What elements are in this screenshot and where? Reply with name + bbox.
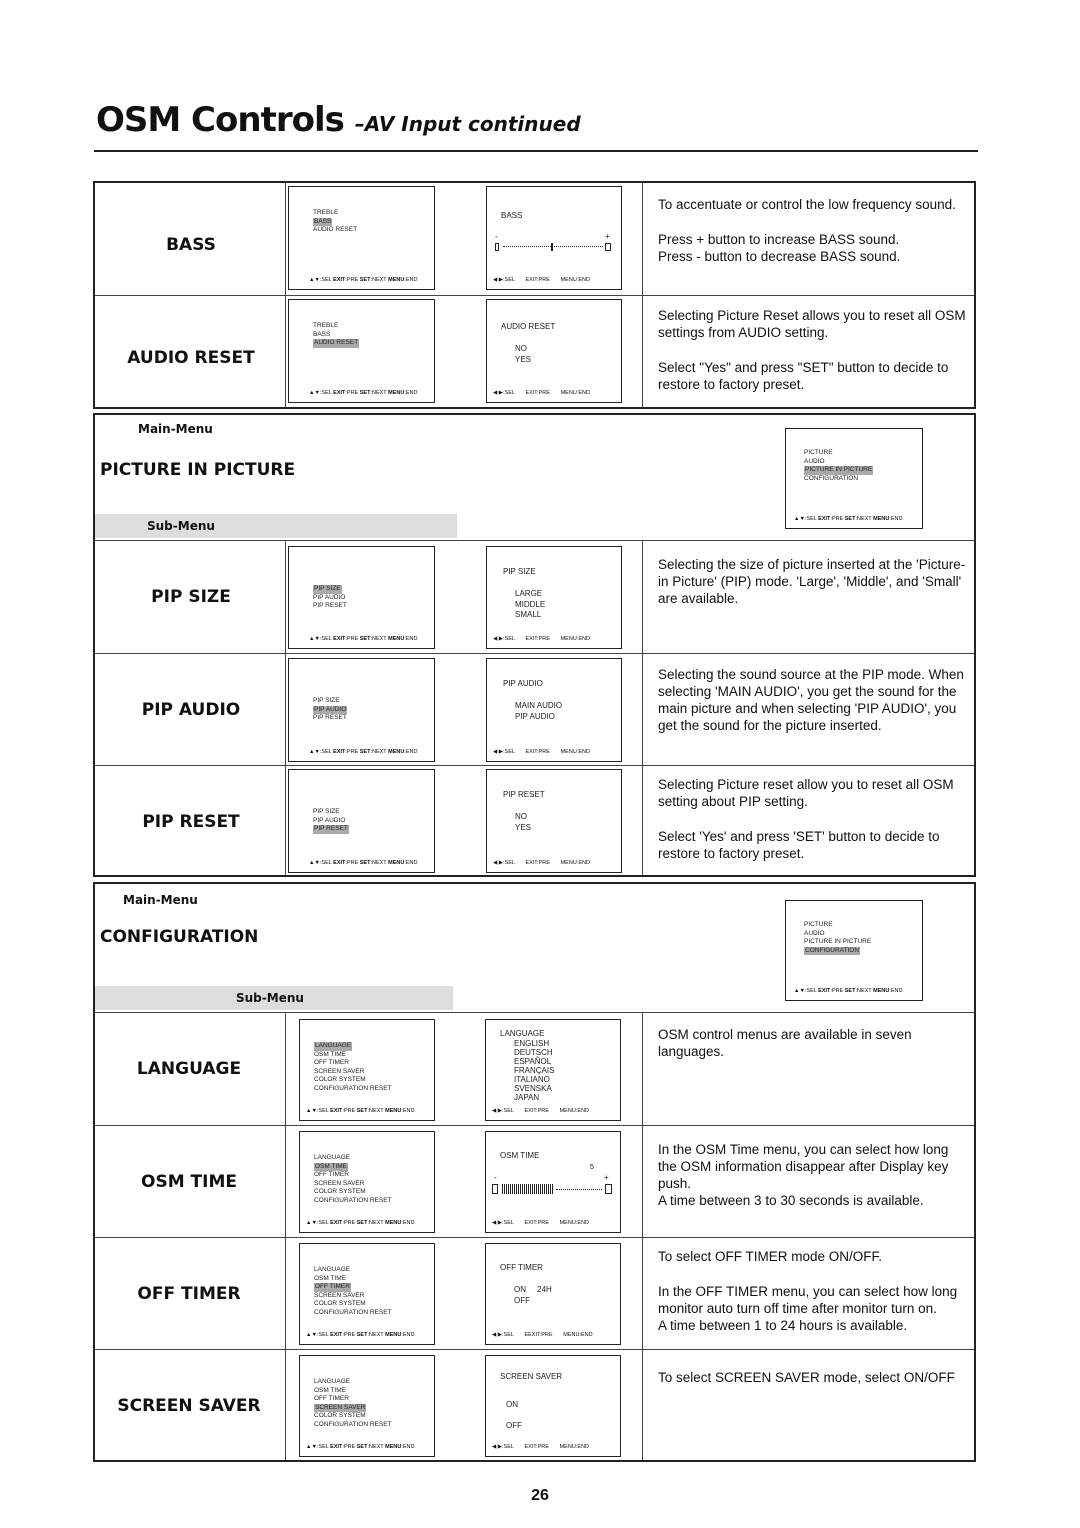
pip-size-label: PIP SIZE — [151, 587, 231, 607]
title-rule — [94, 150, 978, 152]
screen-saver-main-osm: LANGUAGE OSM TIME OFF TIMER SCREEN SAVER COLOR SYSTEM CONFIGURATION RESET ▲▼:SEL EXIT:PRE SET:NEXT MENU:END — [299, 1355, 435, 1457]
config-sub-menu-bar: Sub-Menu — [95, 986, 453, 1010]
off-timer-label: OFF TIMER — [137, 1284, 241, 1304]
config-main-menu-osm: PICTURE AUDIO PICTURE IN PICTURE CONFIGURATION ▲▼:SEL EXIT:PRE SET:NEXT MENU:END — [785, 900, 923, 1001]
bass-desc: To accentuate or control the low frequency sound. Press + button to increase BASS sound. Press - button to decrease BASS sound. — [658, 197, 956, 264]
page-subtitle: –AV Input continued — [354, 112, 581, 136]
audio-reset-main-osm: TREBLE BASS AUDIO RESET ▲▼:SEL EXIT:PRE SET:NEXT MENU:END — [288, 299, 435, 403]
language-label: LANGUAGE — [136, 1059, 242, 1079]
pip-reset-label: PIP RESET — [142, 812, 240, 832]
pip-audio-sub-osm: PIP AUDIO MAIN AUDIO PIP AUDIO ◀ ▶:SEL EXIT:PRE MENU:END — [486, 658, 622, 762]
pip-reset-sub-osm: PIP RESET NO YES ◀ ▶:SEL EXIT:PRE MENU:END — [486, 769, 622, 873]
osm-time-slider — [492, 1184, 612, 1194]
pip-size-sub-osm: PIP SIZE LARGE MIDDLE SMALL ◀ ▶:SEL EXIT:PRE MENU:END — [486, 546, 622, 649]
osm-time-main-osm: LANGUAGE OSM TIME OFF TIMER SCREEN SAVER COLOR SYSTEM CONFIGURATION RESET ▲▼:SEL EXIT:PRE SET:NEXT MENU:END — [299, 1131, 435, 1233]
bass-sub-osm: BASS - + ◀ ▶:SEL EXIT:PRE MENU:END — [486, 186, 622, 290]
osm-time-label: OSM TIME — [141, 1172, 237, 1192]
pip-section-label: PICTURE IN PICTURE — [100, 460, 296, 480]
screen-saver-desc: To select SCREEN SAVER mode, select ON/OFF — [658, 1370, 955, 1385]
pip-audio-main-osm: PIP SIZE PIP AUDIO PIP RESET ▲▼:SEL EXIT:PRE SET:NEXT MENU:END — [288, 658, 435, 762]
page-title: OSM Controls –AV Input continued — [96, 100, 581, 140]
pip-size-desc: Selecting the size of picture inserted at the 'Picture-in Picture' (PIP) mode. 'Large', 'Middle', and 'Small' are available. — [658, 557, 966, 606]
bass-main-osm: TREBLE BASS AUDIO RESET ▲▼:SEL EXIT:PRE SET:NEXT MENU:END — [288, 186, 435, 290]
audio-reset-sub-osm: AUDIO RESET NO YES ◀ ▶:SEL EXIT:PRE MENU:END — [486, 299, 622, 403]
osm-time-sub-osm: OSM TIME 5 - + ◀ ▶:SEL EXIT:PRE MENU:END — [485, 1131, 621, 1233]
off-timer-sub-osm: OFF TIMER ON 24H OFF ◀ ▶:SEL EEXIT:PRE MENU:END — [485, 1243, 621, 1345]
bass-slider — [495, 243, 611, 251]
audio-reset-label: AUDIO RESET — [127, 348, 255, 368]
language-sub-osm: LANGUAGE ENGLISH DEUTSCH ESPAÑOL FRANÇAIS ITALIANO SVENSKA JAPAN ◀ ▶:SEL EXIT:PRE MENU:END — [485, 1019, 621, 1121]
page-number: 26 — [531, 1487, 549, 1504]
language-main-osm: LANGUAGE OSM TIME OFF TIMER SCREEN SAVER COLOR SYSTEM CONFIGURATION RESET ▲▼:SEL EXIT:PRE SET:NEXT MENU:END — [299, 1019, 435, 1121]
language-desc: OSM control menus are available in seven languages. — [658, 1027, 912, 1059]
pip-size-main-osm: PIP SIZE PIP AUDIO PIP RESET ▲▼:SEL EXIT:PRE SET:NEXT MENU:END — [288, 546, 435, 649]
osm-time-desc: In the OSM Time menu, you can select how long the OSM information disappear after Display key push. A time between 3 to 30 seconds is available. — [658, 1142, 949, 1208]
off-timer-desc: To select OFF TIMER mode ON/OFF. In the OFF TIMER menu, you can select how long monitor auto turn off time after monitor turn on. A time between 1 to 24 hours is available. — [658, 1249, 958, 1333]
bass-label: BASS — [166, 235, 216, 255]
pip-reset-main-osm: PIP SIZE PIP AUDIO PIP RESET ▲▼:SEL EXIT:PRE SET:NEXT MENU:END — [288, 769, 435, 873]
screen-saver-label: SCREEN SAVER — [117, 1396, 261, 1416]
off-timer-main-osm: LANGUAGE OSM TIME OFF TIMER SCREEN SAVER COLOR SYSTEM CONFIGURATION RESET ▲▼:SEL EXIT:PRE SET:NEXT MENU:END — [299, 1243, 435, 1345]
pip-main-menu-osm: PICTURE AUDIO PICTURE IN PICTURE CONFIGURATION ▲▼:SEL EXIT:PRE SET:NEXT MENU:END — [785, 428, 923, 529]
pip-audio-desc: Selecting the sound source at the PIP mode. When selecting 'MAIN AUDIO', you get the sound for the main picture and when selecting 'PIP AUDIO', you get the sound for the picture inserted. — [658, 667, 964, 733]
config-section-label: CONFIGURATION — [100, 927, 259, 947]
audio-reset-desc: Selecting Picture Reset allows you to reset all OSM settings from AUDIO setting. Select "Yes" and press "SET" button to decide to restore to factory preset. — [658, 308, 966, 392]
pip-reset-desc: Selecting Picture reset allow you to reset all OSM setting about PIP setting. Select 'Yes' and press 'SET' button to decide to restore to factory preset. — [658, 777, 954, 861]
pip-main-menu-label: Main-Menu — [138, 422, 213, 436]
pip-audio-label: PIP AUDIO — [141, 700, 241, 720]
pip-sub-menu-bar: Sub-Menu — [95, 514, 457, 538]
screen-saver-sub-osm: SCREEN SAVER ON OFF ◀ ▶:SEL EXIT:PRE MENU:END — [485, 1355, 621, 1457]
config-main-menu-label: Main-Menu — [123, 893, 198, 907]
